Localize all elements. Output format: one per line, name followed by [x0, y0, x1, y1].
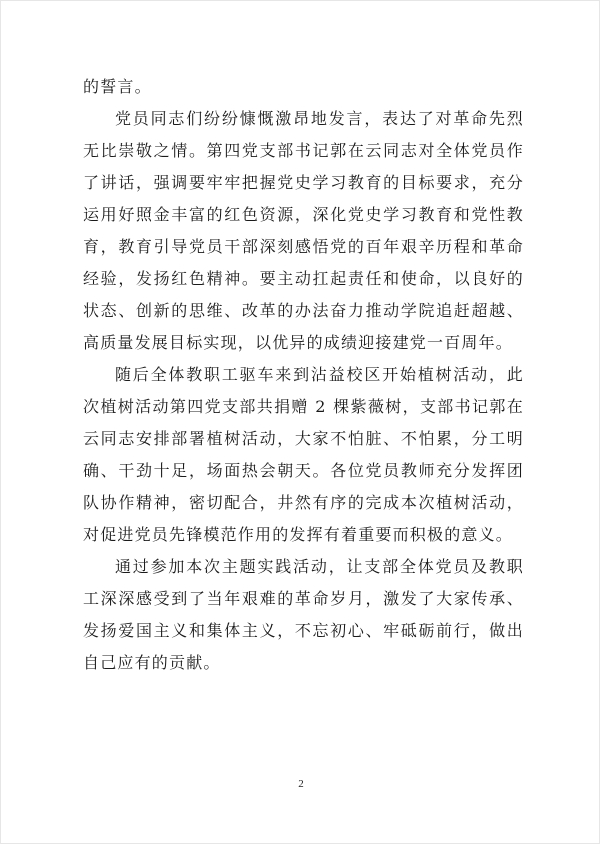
page-number: 2 [298, 778, 304, 790]
paragraph-tree-planting: 随后全体教职工驱车来到沾益校区开始植树活动，此次植树活动第四党支部共捐赠 2 棵紫薇树，支部书记郭在云同志安排部署植树活动，大家不怕脏、不怕累，分工明确、干劲十足，场面热会朝天。各位党员教师充分发挥团队协作精神，密切配合，井然有序的完成本次植树活动，对促进党员先锋模范作用的发挥有着重要而积极的意义。 [83, 365, 524, 544]
paragraph-speeches: 党员同志们纷纷慷慨激昂地发言，表达了对革命先烈无比崇敬之情。第四党支部书记郭在云同志对全体党员作了讲话，强调要牢牢把握党史学习教育的目标要求，充分运用好照金丰富的红色资源，深化党史学习教育和党性教育，教育引导党员干部深刻感悟党的百年艰辛历程和革命经验，发扬红色精神。要主动扛起责任和使命，以良好的状态、创新的思维、改革的办法奋力推动学院追赶超越、高质量发展目标实现，以优异的成绩迎接建党一百周年。 [83, 109, 524, 352]
body-text [83, 71, 524, 679]
paragraph-continuation: 的誓言。 [83, 77, 152, 96]
paragraph-conclusion: 通过参加本次主题实践活动，让支部全体党员及教职工深深感受到了当年艰难的革命岁月，激发了大家传承、发扬爱国主义和集体主义，不忘初心、牢砥砺前行，做出自己应有的贡献。 [83, 557, 524, 672]
